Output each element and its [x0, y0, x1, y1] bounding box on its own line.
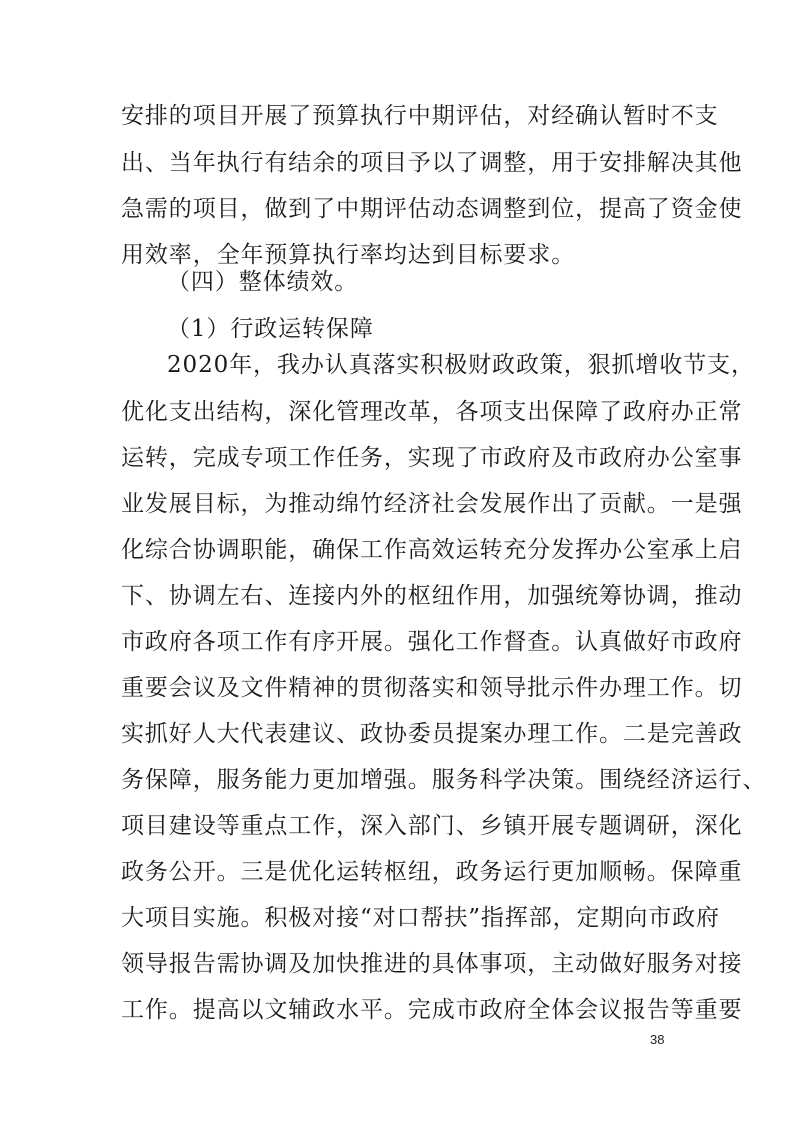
text-line: 工作。提高以文辅政水平。完成市政府全体会议报告等重要	[121, 997, 743, 1023]
text-line: 务保障，服务能力更加增强。服务科学决策。围绕经济运行、	[121, 767, 767, 793]
subsection-heading: （1）行政运转保障	[167, 316, 374, 342]
text-line: 安排的项目开展了预算执行中期评估，对经确认暂时不支	[121, 103, 719, 129]
text-line: 领导报告需协调及加快推进的具体事项，主动做好服务对接	[121, 951, 743, 977]
text-line: 大项目实施。积极对接“对口帮扶”指挥部，定期向市政府	[121, 905, 720, 931]
text-line: 优化支出结构，深化管理改革，各项支出保障了政府办正常	[121, 399, 743, 425]
text-line: 下、协调左右、连接内外的枢纽作用，加强统筹协调，推动	[121, 583, 743, 609]
text-line: 重要会议及文件精神的贯彻落实和领导批示件办理工作。切	[121, 675, 743, 701]
text-line: 用效率，全年预算执行率均达到目标要求。	[121, 242, 576, 268]
text-line: 市政府各项工作有序开展。强化工作督查。认真做好市政府	[121, 629, 743, 655]
text-line: 项目建设等重点工作，深入部门、乡镇开展专题调研，深化	[121, 813, 743, 839]
section-heading: （四）整体绩效。	[167, 269, 359, 295]
text-line: 政务公开。三是优化运转枢纽，政务运行更加顺畅。保障重	[121, 859, 743, 885]
text-line: 出、当年执行有结余的项目予以了调整，用于安排解决其他	[121, 150, 743, 176]
text-line: 实抓好人大代表建议、政协委员提案办理工作。二是完善政	[121, 721, 743, 747]
text-line: 运转，完成专项工作任务，实现了市政府及市政府办公室事	[121, 445, 743, 471]
text-line: 化综合协调职能，确保工作高效运转充分发挥办公室承上启	[121, 537, 743, 563]
text-line: 2020年，我办认真落实积极财政政策，狠抓增收节支，	[167, 352, 755, 378]
text-line: 业发展目标，为推动绵竹经济社会发展作出了贡献。一是强	[121, 491, 743, 517]
page-number: 38	[650, 1032, 665, 1047]
text-line: 急需的项目，做到了中期评估动态调整到位，提高了资金使	[121, 196, 743, 222]
